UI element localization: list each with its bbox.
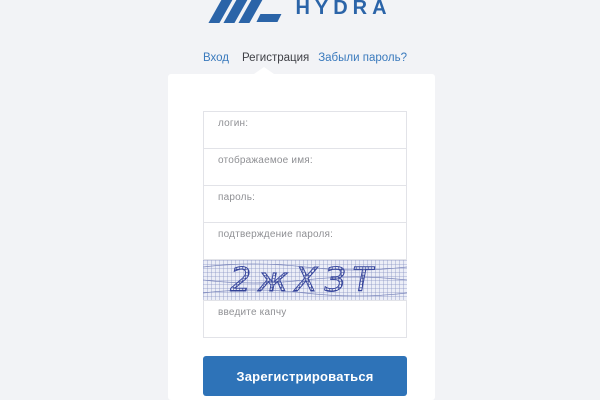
forgot-password-link[interactable]: Забыли пароль?	[318, 52, 407, 64]
login-field	[203, 111, 407, 149]
captcha-field	[203, 300, 407, 338]
display-name-input[interactable]	[218, 166, 392, 180]
active-tab-notch	[254, 67, 274, 74]
captcha-text: 2жХЗТ	[230, 260, 380, 299]
auth-tabs	[203, 52, 407, 64]
captcha-field-label: введите капчу	[218, 307, 287, 318]
captcha-image	[203, 260, 407, 300]
password-confirm-input[interactable]	[218, 240, 392, 254]
display-name-field	[203, 148, 407, 186]
captcha-input[interactable]	[218, 318, 392, 332]
hydra-logo	[208, 0, 391, 23]
tab-login[interactable]: Вход	[203, 52, 230, 64]
password-confirm-field-label: подтверждение пароля:	[218, 229, 334, 240]
display-name-field-label: отображаемое имя:	[218, 155, 313, 166]
login-field-label: логин:	[218, 118, 249, 129]
login-input[interactable]	[218, 129, 392, 143]
password-confirm-field	[203, 222, 407, 260]
hydra-logo-text: HYDRA	[295, 0, 392, 19]
password-field-label: пароль:	[218, 192, 256, 203]
tab-registration-active[interactable]: Регистрация	[242, 52, 310, 64]
hydra-logo-icon	[208, 0, 282, 23]
password-field	[203, 185, 407, 223]
register-button[interactable]: Зарегистрироваться	[203, 356, 407, 396]
password-input[interactable]	[218, 203, 392, 217]
registration-card	[168, 74, 435, 400]
registration-form	[203, 111, 407, 396]
